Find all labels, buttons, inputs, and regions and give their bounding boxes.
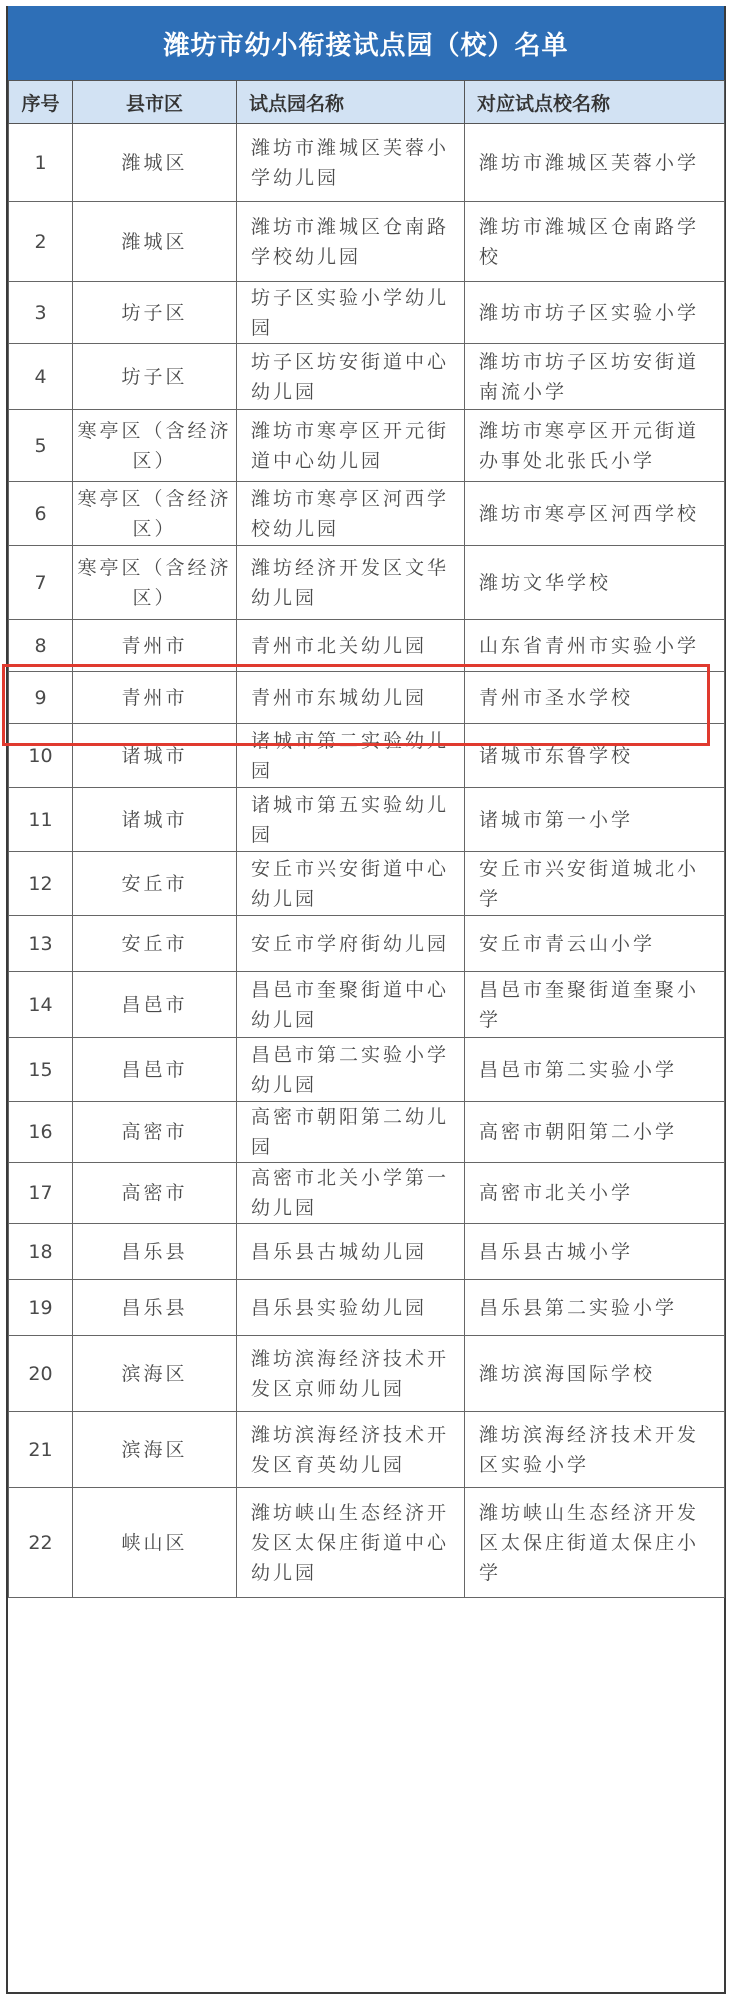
row-school: 潍坊滨海经济技术开发区实验小学	[465, 1412, 725, 1488]
table-row	[9, 124, 725, 202]
row-kindergarten: 青州市北关幼儿园	[237, 620, 465, 672]
row-kindergarten: 昌邑市奎聚街道中心幼儿园	[237, 972, 465, 1038]
row-school: 安丘市兴安街道城北小学	[465, 852, 725, 916]
row-county: 昌乐县	[73, 1224, 237, 1280]
row-county: 潍城区	[73, 124, 237, 202]
row-school: 安丘市青云山小学	[465, 916, 725, 972]
row-index: 20	[9, 1336, 73, 1412]
row-county: 昌乐县	[73, 1280, 237, 1336]
table-row	[9, 972, 725, 1038]
row-index: 22	[9, 1488, 73, 1598]
document-title: 潍坊市幼小衔接试点园（校）名单	[8, 6, 724, 80]
row-index: 3	[9, 282, 73, 344]
table-row	[9, 1102, 725, 1163]
row-school: 潍坊峡山生态经济开发区太保庄街道太保庄小学	[465, 1488, 725, 1598]
table-row	[9, 410, 725, 482]
row-kindergarten: 潍坊市潍城区芙蓉小学幼儿园	[237, 124, 465, 202]
row-county: 坊子区	[73, 344, 237, 410]
row-index: 1	[9, 124, 73, 202]
table-row	[9, 344, 725, 410]
row-school: 昌邑市第二实验小学	[465, 1038, 725, 1102]
table-row	[9, 672, 725, 724]
row-index: 7	[9, 546, 73, 620]
row-index: 19	[9, 1280, 73, 1336]
row-school: 潍坊市潍城区芙蓉小学	[465, 124, 725, 202]
row-kindergarten: 潍坊市寒亭区开元街道中心幼儿园	[237, 410, 465, 482]
document-sheet	[6, 6, 726, 1994]
row-kindergarten: 坊子区实验小学幼儿园	[237, 282, 465, 344]
row-county: 安丘市	[73, 852, 237, 916]
row-index: 9	[9, 672, 73, 724]
row-school: 高密市北关小学	[465, 1163, 725, 1224]
pilot-list-table	[8, 80, 725, 1598]
row-school: 山东省青州市实验小学	[465, 620, 725, 672]
header-county: 县市区	[73, 81, 237, 124]
table-row	[9, 482, 725, 546]
row-school: 诸城市第一小学	[465, 788, 725, 852]
header-kindergarten: 试点园名称	[237, 81, 465, 124]
table-row	[9, 1412, 725, 1488]
row-index: 13	[9, 916, 73, 972]
row-county: 诸城市	[73, 724, 237, 788]
table-row	[9, 546, 725, 620]
row-kindergarten: 诸城市第二实验幼儿园	[237, 724, 465, 788]
row-school: 潍坊市坊子区坊安街道南流小学	[465, 344, 725, 410]
row-index: 11	[9, 788, 73, 852]
row-kindergarten: 安丘市学府街幼儿园	[237, 916, 465, 972]
row-index: 18	[9, 1224, 73, 1280]
row-kindergarten: 潍坊滨海经济技术开发区育英幼儿园	[237, 1412, 465, 1488]
row-county: 诸城市	[73, 788, 237, 852]
row-kindergarten: 安丘市兴安街道中心幼儿园	[237, 852, 465, 916]
row-county: 青州市	[73, 620, 237, 672]
row-index: 14	[9, 972, 73, 1038]
table-row	[9, 724, 725, 788]
row-county: 潍城区	[73, 202, 237, 282]
row-kindergarten: 昌邑市第二实验小学幼儿园	[237, 1038, 465, 1102]
row-kindergarten: 昌乐县古城幼儿园	[237, 1224, 465, 1280]
row-school: 潍坊市寒亭区开元街道办事处北张氏小学	[465, 410, 725, 482]
row-school: 潍坊滨海国际学校	[465, 1336, 725, 1412]
row-county: 坊子区	[73, 282, 237, 344]
row-index: 12	[9, 852, 73, 916]
row-county: 峡山区	[73, 1488, 237, 1598]
row-county: 高密市	[73, 1163, 237, 1224]
table-row	[9, 1224, 725, 1280]
row-kindergarten: 潍坊市寒亭区河西学校幼儿园	[237, 482, 465, 546]
row-kindergarten: 潍坊滨海经济技术开发区京师幼儿园	[237, 1336, 465, 1412]
row-index: 5	[9, 410, 73, 482]
table-row	[9, 852, 725, 916]
table-body	[9, 124, 725, 1598]
row-county: 滨海区	[73, 1336, 237, 1412]
table-row	[9, 788, 725, 852]
row-county: 滨海区	[73, 1412, 237, 1488]
row-county: 昌邑市	[73, 1038, 237, 1102]
header-school: 对应试点校名称	[465, 81, 725, 124]
row-county: 寒亭区（含经济区）	[73, 410, 237, 482]
table-header-row	[9, 81, 725, 124]
row-index: 17	[9, 1163, 73, 1224]
row-school: 潍坊文华学校	[465, 546, 725, 620]
table-row	[9, 1280, 725, 1336]
row-kindergarten: 昌乐县实验幼儿园	[237, 1280, 465, 1336]
table-row	[9, 620, 725, 672]
table-row	[9, 1488, 725, 1598]
row-county: 昌邑市	[73, 972, 237, 1038]
table-row	[9, 1336, 725, 1412]
row-county: 高密市	[73, 1102, 237, 1163]
row-school: 昌邑市奎聚街道奎聚小学	[465, 972, 725, 1038]
row-kindergarten: 潍坊市潍城区仓南路学校幼儿园	[237, 202, 465, 282]
row-index: 4	[9, 344, 73, 410]
row-index: 8	[9, 620, 73, 672]
table-row	[9, 282, 725, 344]
row-school: 诸城市东鲁学校	[465, 724, 725, 788]
row-index: 16	[9, 1102, 73, 1163]
row-kindergarten: 潍坊峡山生态经济开发区太保庄街道中心幼儿园	[237, 1488, 465, 1598]
row-county: 安丘市	[73, 916, 237, 972]
row-kindergarten: 高密市北关小学第一幼儿园	[237, 1163, 465, 1224]
row-index: 6	[9, 482, 73, 546]
row-county: 寒亭区（含经济区）	[73, 546, 237, 620]
row-school: 昌乐县古城小学	[465, 1224, 725, 1280]
table-row	[9, 1163, 725, 1224]
row-school: 潍坊市坊子区实验小学	[465, 282, 725, 344]
table-row	[9, 1038, 725, 1102]
row-kindergarten: 坊子区坊安街道中心幼儿园	[237, 344, 465, 410]
row-index: 2	[9, 202, 73, 282]
row-index: 21	[9, 1412, 73, 1488]
row-school: 潍坊市寒亭区河西学校	[465, 482, 725, 546]
row-school: 青州市圣水学校	[465, 672, 725, 724]
row-index: 15	[9, 1038, 73, 1102]
row-county: 寒亭区（含经济区）	[73, 482, 237, 546]
row-school: 潍坊市潍城区仓南路学校	[465, 202, 725, 282]
row-school: 高密市朝阳第二小学	[465, 1102, 725, 1163]
row-kindergarten: 青州市东城幼儿园	[237, 672, 465, 724]
row-county: 青州市	[73, 672, 237, 724]
row-kindergarten: 诸城市第五实验幼儿园	[237, 788, 465, 852]
table-row	[9, 916, 725, 972]
row-kindergarten: 高密市朝阳第二幼儿园	[237, 1102, 465, 1163]
table-row	[9, 202, 725, 282]
row-index: 10	[9, 724, 73, 788]
row-kindergarten: 潍坊经济开发区文华幼儿园	[237, 546, 465, 620]
header-index: 序号	[9, 81, 73, 124]
row-school: 昌乐县第二实验小学	[465, 1280, 725, 1336]
